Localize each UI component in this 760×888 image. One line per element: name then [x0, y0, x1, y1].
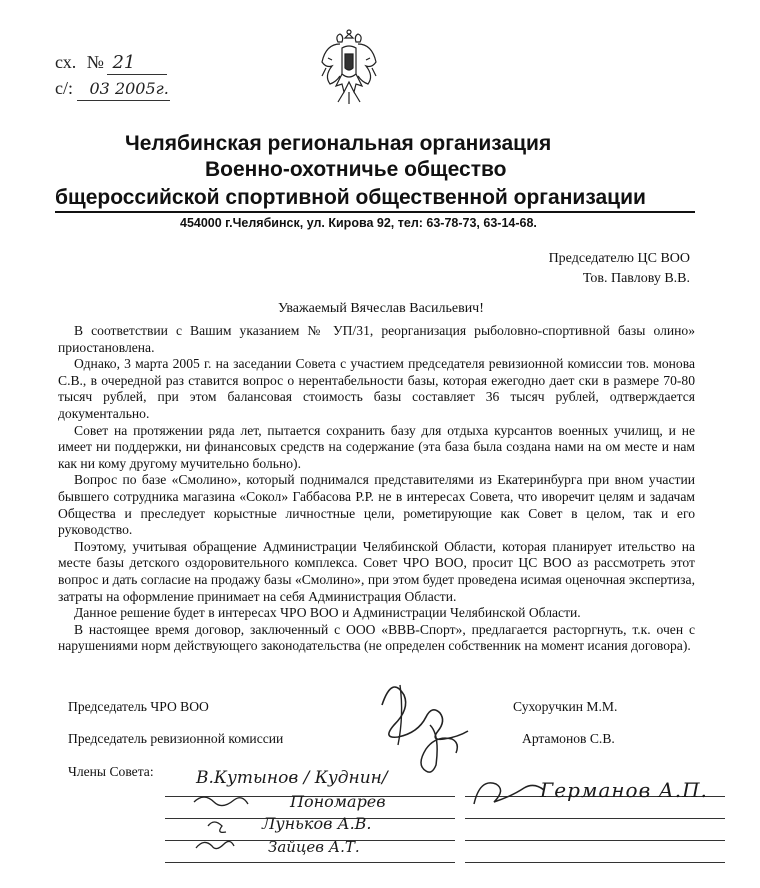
paragraph: В соответствии с Вашим указанием № УП/31, реорганизация рыболовно-спортивной базы олино» приостановлена.	[58, 323, 695, 355]
member-signature-scribble-right	[470, 774, 550, 814]
chair-label: Председатель ЧРО ВОО	[68, 699, 209, 714]
org-title-line-2: Военно-охотничье общество	[205, 158, 507, 181]
chair-name: Сухоручкин М.М.	[513, 699, 618, 714]
paragraph: Однако, 3 марта 2005 г. на заседании Совета с участием председателя ревизионной комиссии тов. монова С.В., в очередной раз ставится вопрос о нерентабельности базы, которая ежегодно дает ски в размере 70-80 тысяч рублей, при этом балансовая стоимость базы составляет 36 тысяч рублей, одтверждается документально.	[58, 356, 695, 421]
signature-line	[465, 818, 725, 819]
signature-line	[165, 862, 455, 863]
member-signature-1: В.Кутынов / Куднин/	[196, 768, 388, 788]
audit-name: Артамонов С.В.	[522, 731, 615, 746]
stamp-number-sign: №	[86, 52, 104, 72]
letter-body	[58, 323, 695, 655]
signature-line	[465, 862, 725, 863]
paragraph: Вопрос по базе «Смолино», который поднимался представителями из Екатеринбурга при вном участии бывшего сотрудника магазина «Сокол» Габбасова Р.Р. не в интересах Совета, что иворечит целям и задачам Общества и преследует корыстные личностные цели, рометирующие как Совет в целом, так и его руководство.	[58, 472, 695, 538]
signature-line	[465, 840, 725, 841]
member-signature-5: Германов А.П.	[540, 778, 708, 802]
member-signature-scribbles	[190, 790, 290, 860]
member-signature-3: Луньков А.В.	[262, 814, 372, 833]
stamp-date-prefix: с/:	[55, 78, 73, 98]
chair-signature	[370, 665, 480, 775]
members-label: Члены Совета:	[68, 764, 154, 779]
audit-label: Председатель ревизионной комиссии	[68, 731, 284, 746]
stamp-number-handwritten: 21	[112, 52, 136, 73]
registration-stamp	[55, 44, 170, 114]
stamp-line-1	[55, 52, 135, 73]
header-divider	[55, 211, 695, 213]
paragraph: Поэтому, учитывая обращение Администрации Челябинской Области, которая планирует ительство на месте базы детского оздоровительного комплекса. Совет ЧРО ВОО, просит ЦС ВОО аз рассмотреть этот вопрос и дать согласие на продажу базы «Смолино», при этом будет проведена исимая оценочная экспертиза, затраты на оформление принимает на себя Администрация Области.	[58, 538, 695, 604]
stamp-underline-1	[107, 74, 167, 75]
org-title-line-1: Челябинская региональная организация	[125, 132, 552, 155]
paragraph: Данное решение будет в интересах ЧРО ВОО и Администрации Челябинской Области.	[74, 605, 581, 621]
stamp-underline-2	[77, 100, 170, 101]
org-address: 454000 г.Челябинск, ул. Кирова 92, тел: 63-78-73, 63-14-68.	[180, 216, 537, 230]
paragraph: Совет на протяжении ряда лет, пытается сохранить базу для отдыха курсантов военных училищ, и не имеет ни поддержки, ни финансовых средств на содержание (эта база была создана нами на ом месте и нам как ни кому другому мучительно больно).	[58, 422, 695, 471]
stamp-prefix: сх.	[55, 52, 77, 72]
addressee-name: Тов. Павлову В.В.	[582, 271, 690, 286]
addressee-position: Председателю ЦС ВОО	[548, 251, 690, 266]
eagle-emblem-icon	[318, 28, 380, 110]
member-signature-4: Зайцев А.Т.	[268, 838, 360, 856]
paragraph: В настоящее время договор, заключенный с ООО «ВВВ-Спорт», предлагается расторгнуть, т.к. очен с нарушениями норм действующего законодательства (не определен собственник на момент исания договора).	[58, 621, 695, 654]
org-title-line-3: бщероссийской спортивной общественной организации	[55, 186, 646, 209]
salutation: Уважаемый Вячеслав Васильевич!	[278, 301, 484, 316]
stamp-line-2	[55, 78, 169, 99]
member-signature-2: Пономарев	[290, 792, 386, 811]
stamp-date-handwritten: 03 2005г.	[89, 79, 169, 98]
